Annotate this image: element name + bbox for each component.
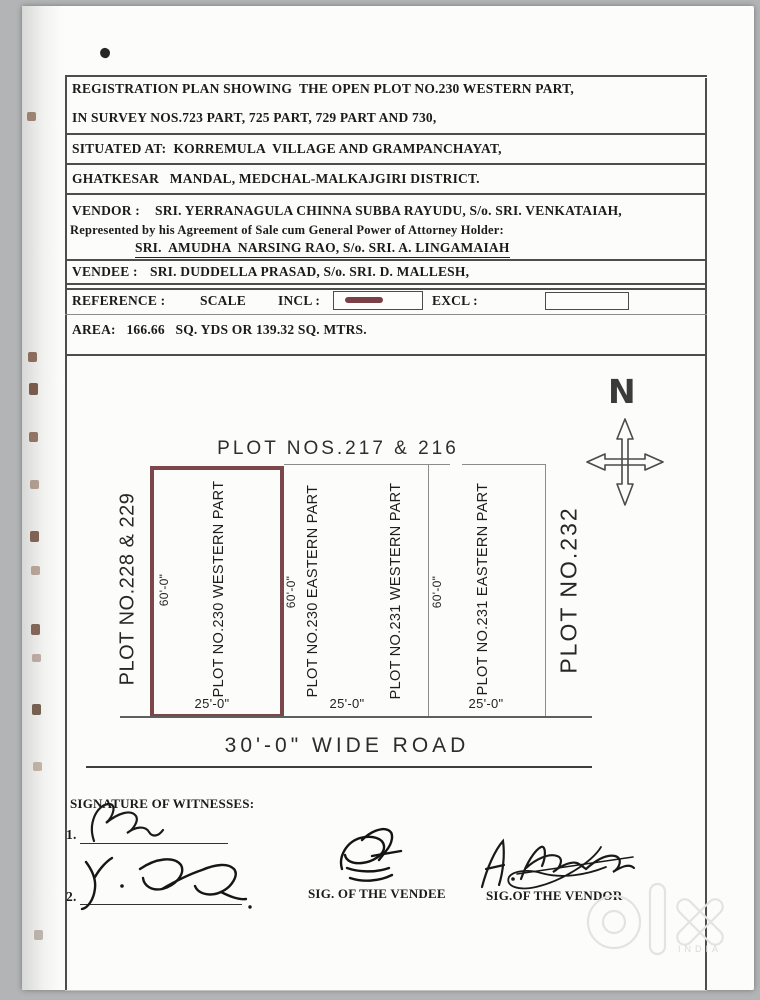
- plot-right-line: [545, 464, 546, 718]
- situated-line: SITUATED AT: KORREMULA VILLAGE AND GRAMPANCHAYAT,: [72, 141, 502, 156]
- table-border-top: [65, 288, 707, 290]
- north-label: N: [608, 372, 636, 411]
- table-border-left: [65, 75, 67, 991]
- binding-mark: [27, 112, 36, 121]
- vendee-label: VENDEE :: [72, 264, 138, 279]
- row-border: [65, 193, 707, 195]
- vendor-name: SRI. YERRANAGULA CHINNA SUBBA RAYUDU, S/o. SRI. VENKATAIAH,: [155, 203, 622, 218]
- left-neighbor-plot-label: PLOT NO.228 & 229: [116, 492, 139, 686]
- incl-swatch: [345, 297, 383, 303]
- binding-mark: [32, 654, 41, 662]
- binding-mark: [28, 352, 37, 362]
- plot-divider-line: [428, 464, 429, 718]
- vendor-label: VENDOR :: [72, 203, 140, 218]
- binding-mark: [31, 624, 40, 635]
- paper-left-edge: [22, 6, 62, 990]
- width-dim-230w: 25'-0": [194, 696, 230, 711]
- plot-231-eastern-label: PLOT NO.231 EASTERN PART: [475, 482, 491, 696]
- binding-mark: [30, 480, 39, 489]
- witness-1-line: [80, 843, 228, 844]
- represented-line: Represented by his Agreement of Sale cum General Power of Attorney Holder:: [70, 223, 504, 237]
- olx-india-label: INDIA: [678, 944, 723, 954]
- excl-legend-box: [545, 292, 629, 310]
- title-line-2: IN SURVEY NOS.723 PART, 725 PART, 729 PART AND 730,: [72, 110, 437, 125]
- height-dim-231e: 60'-0": [430, 575, 444, 609]
- district-line: GHATKESAR MANDAL, MEDCHAL-MALKAJGIRI DISTRICT.: [72, 171, 480, 186]
- reference-label: REFERENCE :: [72, 293, 166, 308]
- binding-mark: [33, 762, 42, 771]
- row-border: [65, 163, 707, 165]
- page-bottom-border: [65, 990, 707, 991]
- incl-label: INCL :: [278, 293, 321, 308]
- row-border: [65, 314, 707, 315]
- plot-bottom-line: [120, 716, 592, 718]
- width-dim-231e: 25'-0": [468, 696, 504, 711]
- excl-label: EXCL :: [432, 293, 478, 308]
- row-border: [65, 133, 707, 135]
- binding-mark: [31, 566, 40, 575]
- witness-2-line: [80, 904, 242, 905]
- table-border-bottom: [65, 283, 707, 285]
- vendee-sig-label: SIG. OF THE VENDEE: [308, 886, 446, 901]
- height-dim-230e: 60'-0": [284, 575, 298, 609]
- row-border: [65, 259, 707, 261]
- plot-top-line: [462, 464, 546, 465]
- road-label: 30'-0" WIDE ROAD: [224, 734, 470, 757]
- table-border-bottom: [65, 354, 707, 356]
- width-dim-middle: 25'-0": [329, 696, 365, 711]
- scale-label: SCALE: [200, 293, 247, 308]
- binding-mark: [29, 383, 38, 395]
- top-neighbor-plots-label: PLOT NOS.217 & 216: [217, 438, 459, 459]
- incl-legend-box: [333, 291, 423, 310]
- height-dim-230w: 60'-0": [157, 573, 171, 607]
- binding-mark: [34, 930, 43, 940]
- plot-top-line: [284, 464, 450, 465]
- vendor-sig-label: SIG.OF THE VENDOR: [486, 888, 623, 903]
- gpa-holder-name: SRI. AMUDHA NARSING RAO, S/o. SRI. A. LINGAMAIAH: [135, 240, 510, 258]
- witness-2-number: 2.: [66, 889, 77, 904]
- title-line-1: REGISTRATION PLAN SHOWING THE OPEN PLOT NO.230 WESTERN PART,: [72, 81, 574, 96]
- compass-icon: [580, 410, 670, 512]
- binding-mark: [29, 432, 38, 442]
- witnesses-heading: SIGNATURE OF WITNESSES:: [70, 796, 255, 811]
- table-border-top: [65, 75, 707, 77]
- plot-230-eastern-label: PLOT NO.230 EASTERN PART: [305, 484, 321, 698]
- vendee-name: SRI. DUDDELLA PRASAD, S/o. SRI. D. MALLESH,: [150, 264, 470, 279]
- witness-1-number: 1.: [66, 827, 77, 842]
- plot-230-western-label: PLOT NO.230 WESTERN PART: [211, 480, 227, 698]
- area-line: AREA: 166.66 SQ. YDS OR 139.32 SQ. MTRS.: [72, 322, 367, 337]
- right-neighbor-plot-label: PLOT NO.232: [555, 506, 582, 674]
- binding-mark: [32, 704, 41, 715]
- table-border-right: [705, 78, 707, 991]
- plot-231-western-label: PLOT NO.231 WESTERN PART: [388, 482, 404, 700]
- binding-mark: [30, 531, 39, 542]
- road-bottom-line: [86, 766, 592, 768]
